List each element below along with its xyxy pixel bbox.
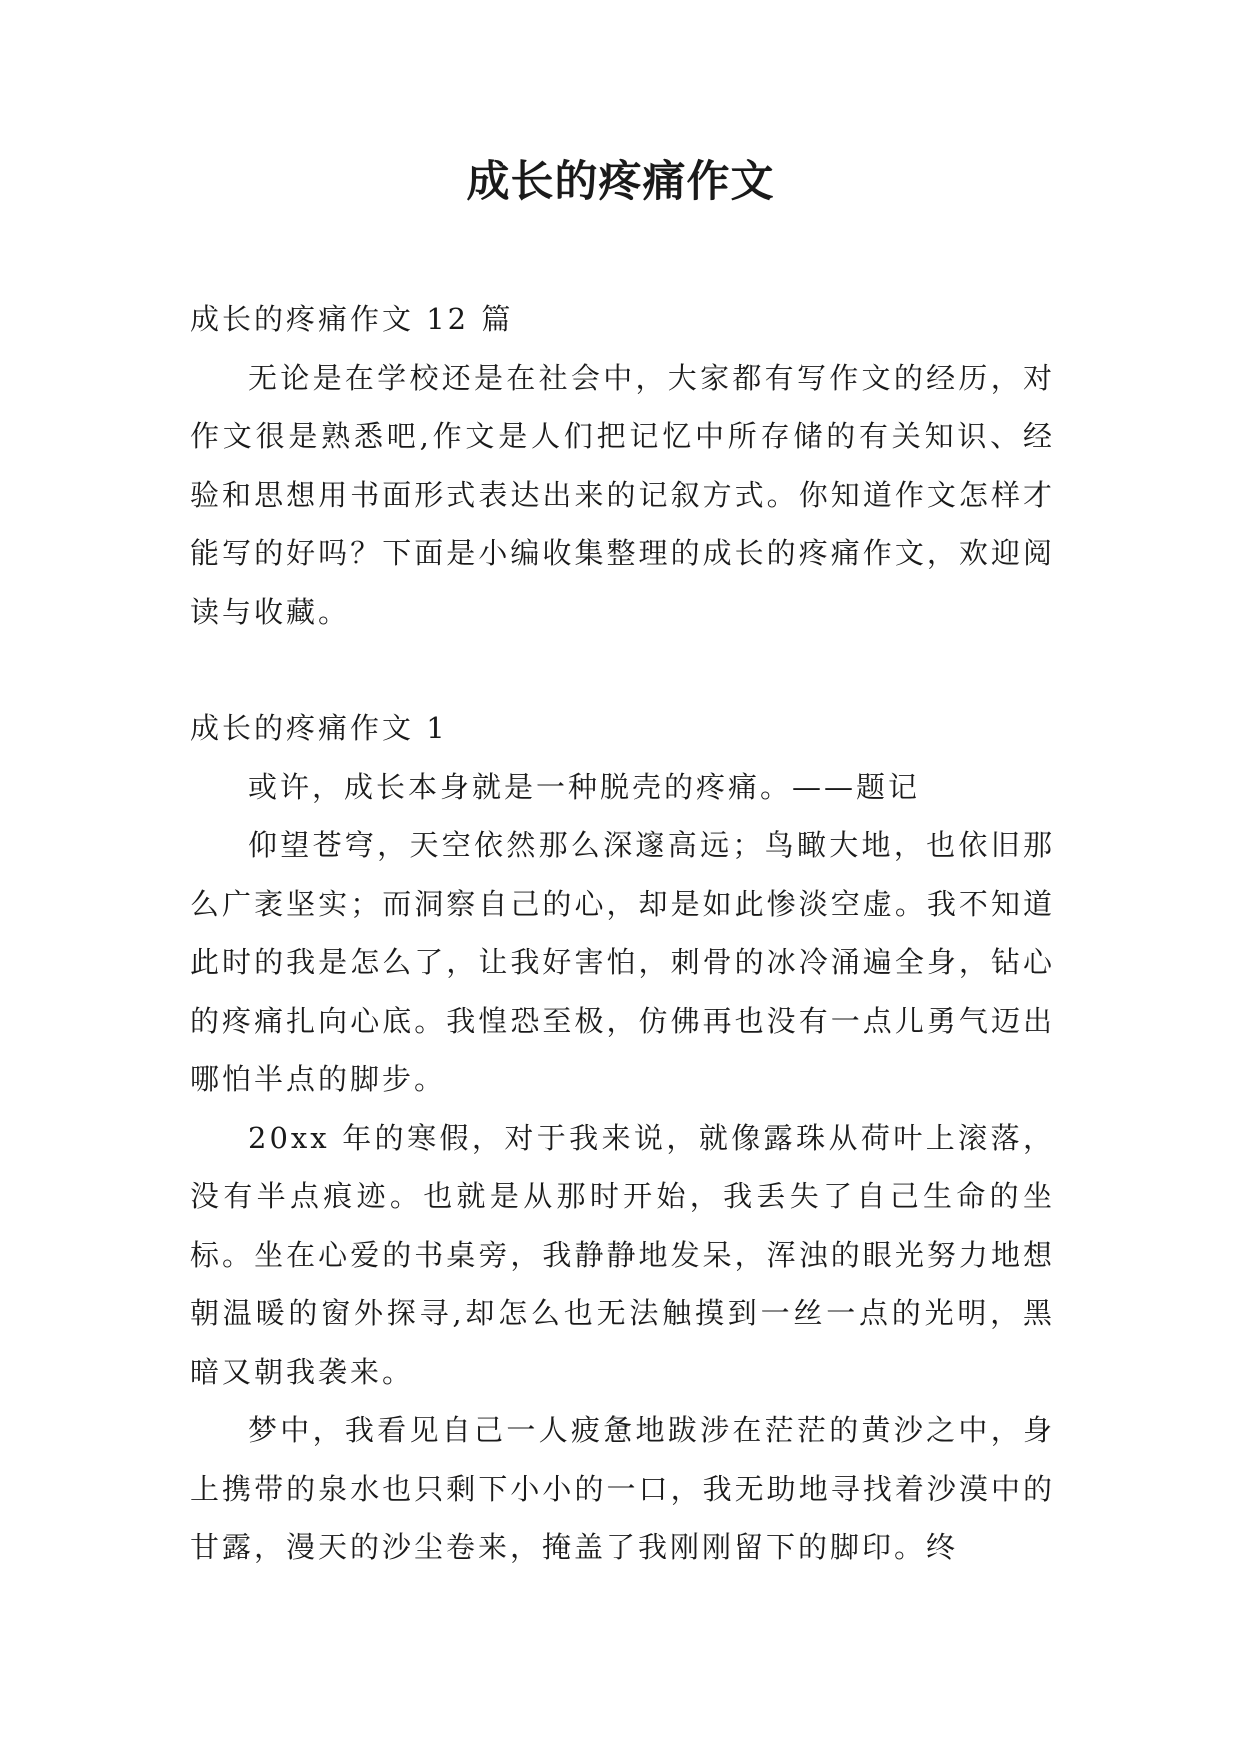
intro-heading: 成长的疼痛作文 12 篇 (190, 302, 514, 336)
document-body (190, 290, 1055, 1577)
page-title: 成长的疼痛作文 (466, 157, 775, 207)
paragraph: 仰望苍穹，天空依然那么深邃高远；鸟瞰大地，也依旧那么广袤坚实；而洞察自己的心，却是如此惨淡空虚。我不知道此时的我是怎么了，让我好害怕，刺骨的冰冷涌遍全身，钻心的疼痛扎向心底。我惶恐至极，仿佛再也没有一点儿勇气迈出哪怕半点的脚步。 (190, 828, 1055, 1096)
section-heading: 成长的疼痛作文 1 (190, 711, 448, 745)
paragraph-epigraph: 或许，成长本身就是一种脱壳的疼痛。——题记 (248, 769, 921, 804)
section-spacer (190, 641, 1055, 699)
paragraph: 20xx 年的寒假，对于我来说，就像露珠从荷叶上滚落，没有半点痕迹。也就是从那时开始，我丢失了自己生命的坐标。坐在心爱的书桌旁，我静静地发呆，浑浊的眼光努力地想朝温暖的窗外探寻,却怎么也无法触摸到一丝一点的光明，黑暗又朝我袭来。 (190, 1120, 1055, 1389)
intro-paragraph: 无论是在学校还是在社会中，大家都有写作文的经历，对作文很是熟悉吧,作文是人们把记忆中所存储的有关知识、经验和思想用书面形式表达出来的记叙方式。你知道作文怎样才能写的好吗？下面是小编收集整理的成长的疼痛作文，欢迎阅读与收藏。 (190, 360, 1055, 629)
paragraph: 梦中，我看见自己一人疲惫地跋涉在茫茫的黄沙之中，身上携带的泉水也只剩下小小的一口，我无助地寻找着沙漠中的甘露，漫天的沙尘卷来，掩盖了我刚刚留下的脚印。终 (190, 1413, 1055, 1564)
